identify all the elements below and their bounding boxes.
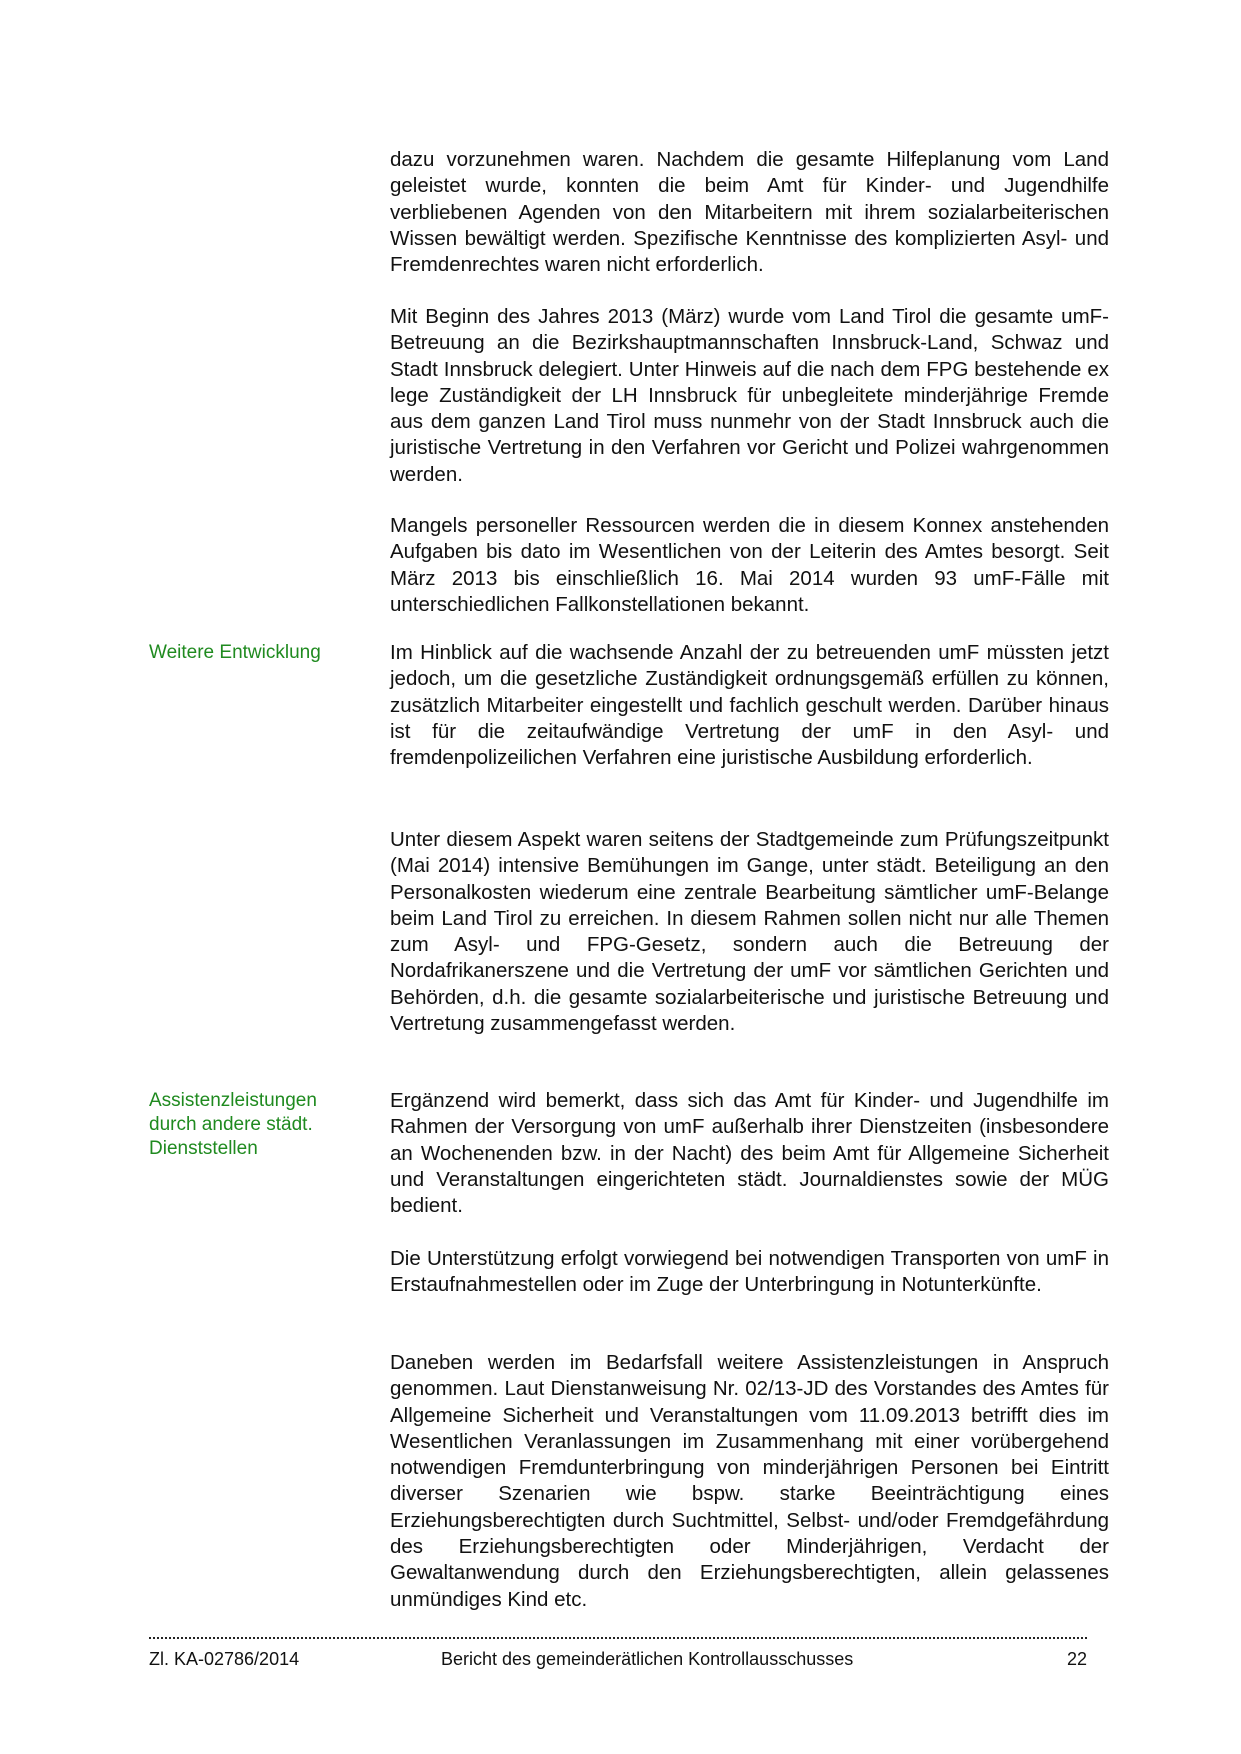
footer-title: Bericht des gemeinderätlichen Kontrollausschusses (441, 1649, 854, 1669)
paragraph: Mangels personeller Ressourcen werden die in diesem Konnex anstehenden Aufgaben bis dato im Wesentlichen von der Leiterin des Amtes besorgt. Seit März 2013 bis einschließlich 16. Mai 2014 wurden 93 umF-Fälle mit unterschiedlichen Fallkonstellationen bekannt. (390, 514, 1109, 616)
margin-note-assistenzleistungen: Assistenzleistungen durch andere städt. Dienststellen (149, 1090, 317, 1159)
paragraph: Mit Beginn des Jahres 2013 (März) wurde vom Land Tirol die gesamte umF-Betreuung an die Bezirkshauptmannschaften Innsbruck-Land, Schwaz und Stadt Innsbruck delegiert. Unter Hinweis auf die nach dem FPG bestehende ex lege Zuständigkeit der LH Innsbruck für unbegleitete minderjährige Fremde aus dem ganzen Land Tirol muss nunmehr von der Stadt Innsbruck auch die juristische Vertretung in den Verfahren vor Gericht und Polizei wahrgenommen werden. (390, 305, 1109, 486)
paragraph: Daneben werden im Bedarfsfall weitere Assistenzleistungen in Anspruch genommen. Laut Dienstanweisung Nr. 02/13-JD des Vorstandes des Amtes für Allgemeine Sicherheit und Veranstaltungen vom 11.09.2013 betrifft dies im Wesentlichen Veranlassungen im Zusammenhang mit einer vorübergehend notwendigen Fremdunterbringung von minderjährigen Personen bei Eintritt diverser Szenarien wie bspw. starke Beeinträchtigung eines Erziehungsberechtigten durch Suchtmittel, Selbst- und/oder Fremdgefährdung des Erziehungsberechtigten oder Minderjährigen, Verdacht der Gewaltanwendung durch den Erziehungsberechtigten, allein gelassenes unmündiges Kind etc. (390, 1351, 1109, 1611)
footer-divider (149, 1637, 1087, 1639)
paragraph: Unter diesem Aspekt waren seitens der Stadtgemeinde zum Prüfungszeitpunkt (Mai 2014) intensive Bemühungen im Gange, unter städt. Beteiligung an den Personalkosten wiederum eine zentrale Bearbeitung sämtlicher umF-Belange beim Land Tirol zu erreichen. In diesem Rahmen sollen nicht nur alle Themen zum Asyl- und FPG-Gesetz, sondern auch die Betreuung der Nordafrikanerszene und die Vertretung der umF vor sämtlichen Gerichten und Behörden, d.h. die gesamte sozialarbeiterische und juristische Betreuung und Vertretung zusammengefasst werden. (390, 828, 1109, 1036)
paragraph: Im Hinblick auf die wachsende Anzahl der zu betreuenden umF müssten jetzt jedoch, um die gesetzliche Zuständigkeit ordnungsgemäß erfüllen zu können, zusätzlich Mitarbeiter eingestellt und fachlich geschult werden. Darüber hinaus ist für die zeitaufwändige Vertretung der umF in den Asyl- und fremdenpolizeilichen Verfahren eine juristische Ausbildung erforderlich. (390, 641, 1109, 770)
paragraph: Ergänzend wird bemerkt, dass sich das Amt für Kinder- und Jugendhilfe im Rahmen der Versorgung von umF außerhalb ihrer Dienstzeiten (insbesondere an Wochenenden bzw. in der Nacht) des beim Amt für Allgemeine Sicherheit und Veranstaltungen eingerichteten städt. Journaldienstes sowie der MÜG bedient. (390, 1089, 1109, 1218)
paragraph: Die Unterstützung erfolgt vorwiegend bei notwendigen Transporten von umF in Erstaufnahmestellen oder im Zuge der Unterbringung in Notunterkünfte. (390, 1247, 1109, 1297)
footer-reference: Zl. KA-02786/2014 (149, 1649, 300, 1669)
paragraph: dazu vorzunehmen waren. Nachdem die gesamte Hilfeplanung vom Land geleistet wurde, konnten die beim Amt für Kinder- und Jugendhilfe verbliebenen Agenden von den Mitarbeitern mit ihrem sozialarbeiterischen Wissen bewältigt werden. Spezifische Kenntnisse des komplizierten Asyl- und Fremdenrechtes waren nicht erforderlich. (390, 148, 1109, 277)
page-number: 22 (1066, 1649, 1087, 1669)
margin-note-weitere-entwicklung: Weitere Entwicklung (149, 642, 321, 663)
